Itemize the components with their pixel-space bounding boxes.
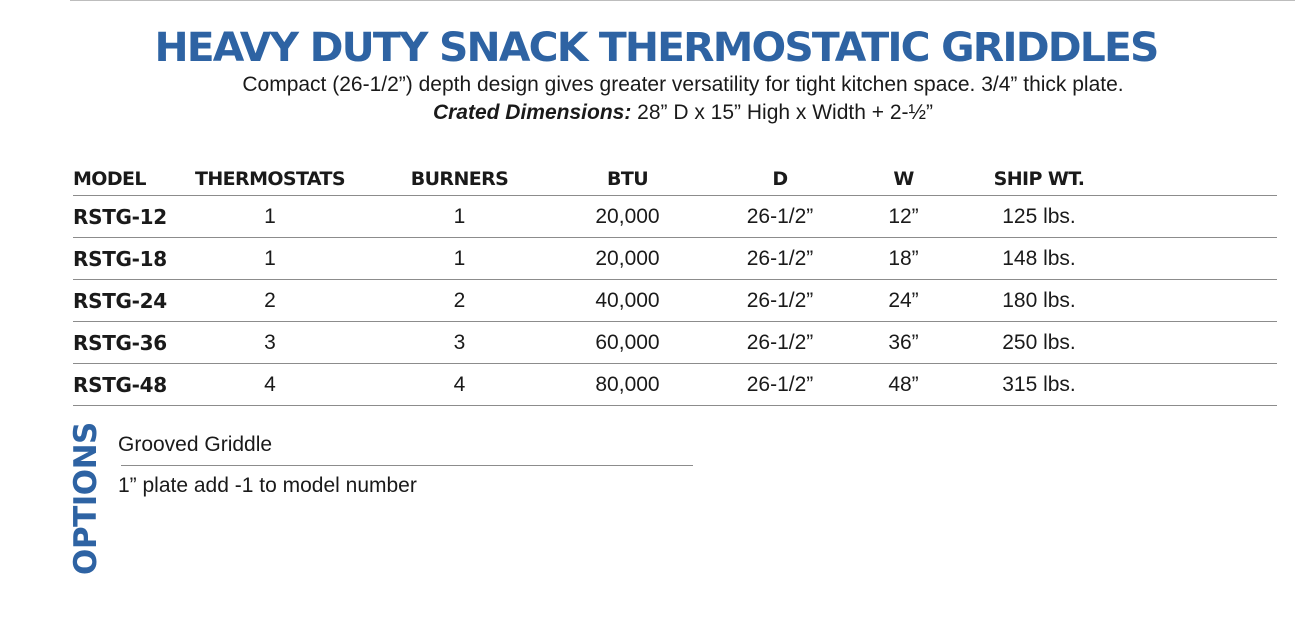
spacer-cell	[1129, 364, 1277, 406]
ship-weight-cell: 250 lbs.	[949, 322, 1129, 364]
column-header-burners: BURNERS	[366, 150, 553, 196]
page-title: HEAVY DUTY SNACK THERMOSTATIC GRIDDLES	[154, 25, 1158, 71]
btu-cell: 60,000	[553, 322, 702, 364]
thermostats-cell: 2	[174, 280, 366, 322]
column-header-spacer	[1129, 150, 1277, 196]
spacer-cell	[1129, 196, 1277, 238]
table-row	[73, 238, 1277, 280]
thermostats-cell: 1	[174, 238, 366, 280]
column-header-ship-weight: SHIP WT.	[949, 150, 1129, 196]
ship-weight-cell: 148 lbs.	[949, 238, 1129, 280]
spacer-cell	[1129, 238, 1277, 280]
burners-cell: 2	[366, 280, 553, 322]
width-cell: 18”	[858, 238, 949, 280]
model-cell: RSTG-36	[73, 322, 174, 364]
model-cell: RSTG-24	[73, 280, 174, 322]
crated-dimensions-value: 28” D x 15” High x Width + 2-½”	[631, 101, 934, 124]
options-divider	[121, 465, 693, 466]
spec-table	[73, 150, 1277, 406]
crated-dimensions-label: Crated Dimensions:	[432, 101, 632, 124]
spacer-cell	[1129, 322, 1277, 364]
width-cell: 24”	[858, 280, 949, 322]
width-cell: 12”	[858, 196, 949, 238]
table-header-row	[73, 150, 1277, 196]
top-divider	[70, 0, 1295, 1]
width-cell: 36”	[858, 322, 949, 364]
burners-cell: 4	[366, 364, 553, 406]
burners-cell: 1	[366, 238, 553, 280]
column-header-btu: BTU	[553, 150, 702, 196]
column-header-width: W	[858, 150, 949, 196]
depth-cell: 26-1/2”	[702, 196, 858, 238]
option-item-grooved-griddle: Grooved Griddle	[118, 433, 273, 456]
column-header-model: MODEL	[73, 150, 174, 196]
spacer-cell	[1129, 280, 1277, 322]
model-cell: RSTG-12	[73, 196, 174, 238]
page-subtitle: Compact (26-1/2”) depth design gives greater versatility for tight kitchen space. 3/4” thick plate.	[242, 73, 1124, 96]
table-row	[73, 280, 1277, 322]
model-cell: RSTG-48	[73, 364, 174, 406]
table-row	[73, 322, 1277, 364]
option-item-one-inch-plate: 1” plate add -1 to model number	[118, 474, 417, 497]
column-header-depth: D	[702, 150, 858, 196]
burners-cell: 1	[366, 196, 553, 238]
crated-dimensions	[0, 99, 1312, 127]
btu-cell: 20,000	[553, 196, 702, 238]
model-cell: RSTG-18	[73, 238, 174, 280]
table-row	[73, 364, 1277, 406]
burners-cell: 3	[366, 322, 553, 364]
btu-cell: 20,000	[553, 238, 702, 280]
table-row	[73, 196, 1277, 238]
ship-weight-cell: 180 lbs.	[949, 280, 1129, 322]
depth-cell: 26-1/2”	[702, 280, 858, 322]
ship-weight-cell: 315 lbs.	[949, 364, 1129, 406]
depth-cell: 26-1/2”	[702, 322, 858, 364]
thermostats-cell: 4	[174, 364, 366, 406]
depth-cell: 26-1/2”	[702, 238, 858, 280]
thermostats-cell: 1	[174, 196, 366, 238]
btu-cell: 80,000	[553, 364, 702, 406]
thermostats-cell: 3	[174, 322, 366, 364]
btu-cell: 40,000	[553, 280, 702, 322]
column-header-thermostats: THERMOSTATS	[174, 150, 366, 196]
depth-cell: 26-1/2”	[702, 364, 858, 406]
options-section-label: OPTIONS	[68, 422, 104, 575]
width-cell: 48”	[858, 364, 949, 406]
ship-weight-cell: 125 lbs.	[949, 196, 1129, 238]
